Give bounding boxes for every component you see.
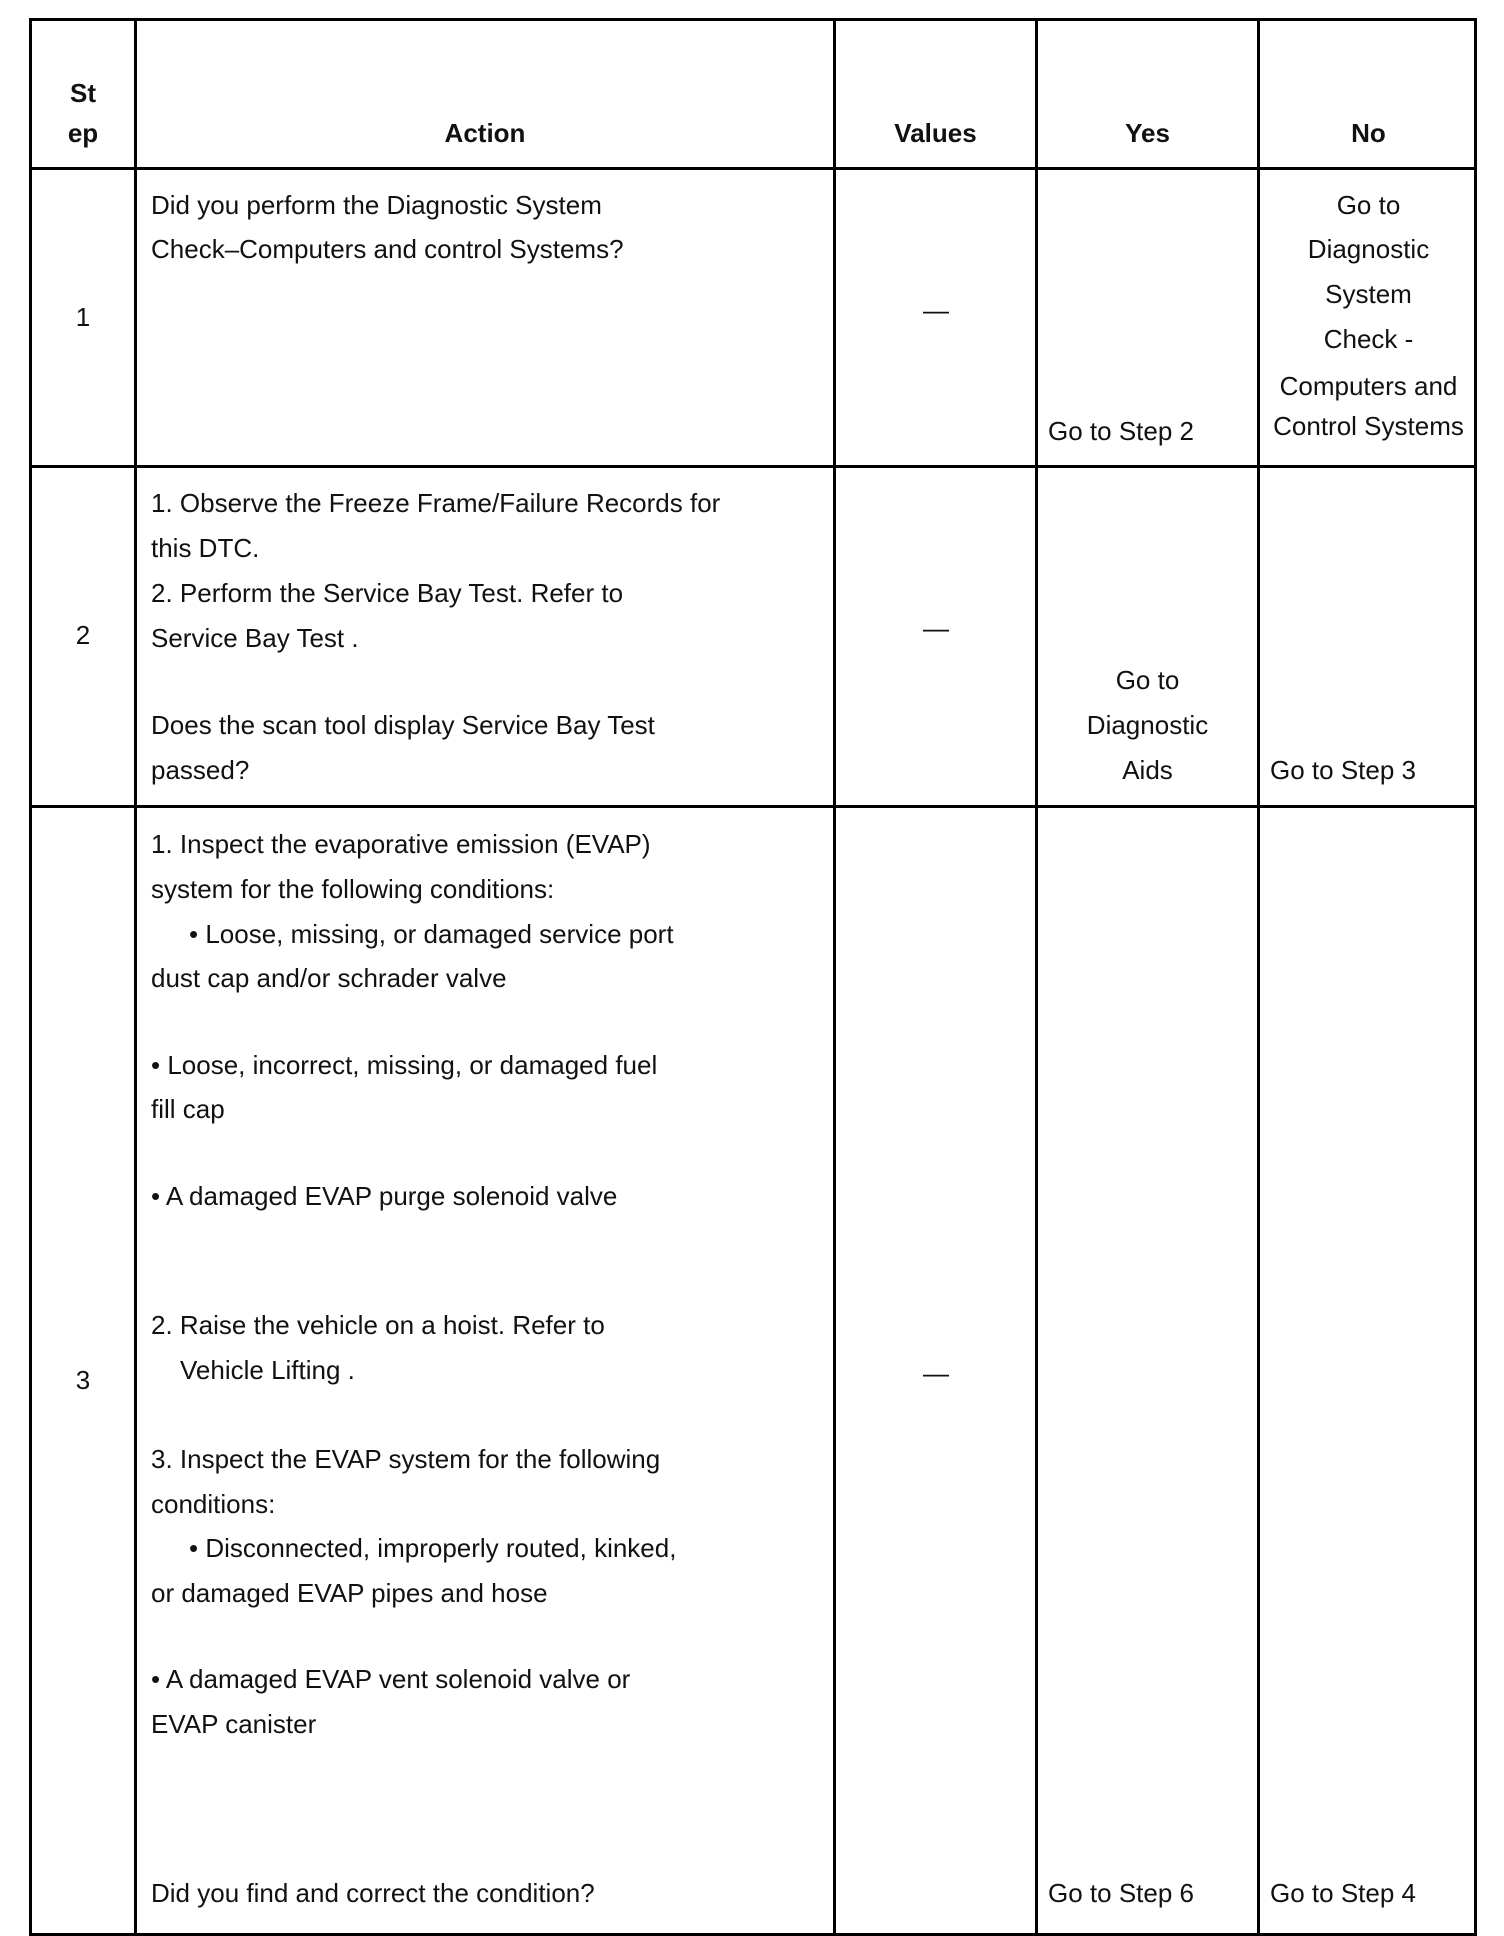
row1-no-line: Computers and	[1279, 371, 1458, 401]
row3-action-line: 1. Inspect the evaporative emission (EVAP)	[151, 829, 651, 859]
row3-action-line: • A damaged EVAP vent solenoid valve or	[151, 1664, 631, 1694]
row3-step: 3	[75, 1365, 91, 1395]
row2-yes-line: Go to	[1115, 665, 1180, 695]
row3-values: —	[923, 1358, 949, 1388]
row2-action-line: Does the scan tool display Service Bay Test	[151, 710, 655, 740]
row1-no-line: Diagnostic	[1307, 234, 1430, 264]
row-divider	[32, 805, 1474, 808]
row3-action-line: conditions:	[151, 1489, 276, 1519]
row2-values: —	[923, 613, 949, 643]
row3-action-line: • Disconnected, improperly routed, kinked,	[189, 1533, 677, 1563]
row1-action-line: Check–Computers and control Systems?	[151, 234, 624, 264]
row-divider	[32, 167, 1474, 170]
header-yes: Yes	[1125, 118, 1170, 148]
column-divider	[134, 21, 137, 1933]
row2-action-line: 1. Observe the Freeze Frame/Failure Records for	[151, 488, 721, 518]
row3-action-line: Did you find and correct the condition?	[151, 1878, 595, 1908]
row1-values: —	[923, 295, 949, 325]
row-divider	[32, 465, 1474, 468]
row3-action-line: • Loose, incorrect, missing, or damaged fuel	[151, 1050, 658, 1080]
row1-step: 1	[75, 302, 91, 332]
header-action: Action	[444, 118, 526, 148]
row1-no-line: Check -	[1323, 324, 1414, 354]
row3-action-line: dust cap and/or schrader valve	[151, 963, 507, 993]
row3-action-line: EVAP canister	[151, 1709, 317, 1739]
row1-no-line: Go to	[1336, 190, 1401, 220]
row1-action-line: Did you perform the Diagnostic System	[151, 190, 602, 220]
row1-no-line: Control Systems	[1273, 411, 1464, 441]
header-values: Values	[894, 118, 977, 148]
header-step-line2: ep	[67, 118, 99, 148]
row3-action-line: 2. Raise the vehicle on a hoist. Refer to	[151, 1310, 605, 1340]
row3-no: Go to Step 4	[1270, 1878, 1416, 1908]
row2-yes-line: Diagnostic	[1086, 710, 1209, 740]
header-no: No	[1351, 118, 1386, 148]
row3-yes: Go to Step 6	[1048, 1878, 1194, 1908]
row3-action-line: Vehicle Lifting .	[180, 1355, 355, 1385]
row3-action-line: • Loose, missing, or damaged service port	[189, 919, 674, 949]
row1-no-line: System	[1325, 279, 1412, 309]
header-step	[32, 73, 134, 153]
row2-action-line: this DTC.	[151, 533, 260, 563]
row2-action-line: passed?	[151, 755, 250, 785]
row2-step: 2	[75, 620, 91, 650]
diagnostic-table	[29, 18, 1477, 1936]
row2-no: Go to Step 3	[1270, 755, 1416, 785]
header-step-line1: St	[70, 78, 96, 108]
row2-yes-line: Aids	[1122, 755, 1173, 785]
row3-action-line: fill cap	[151, 1094, 225, 1124]
row3-action-line: • A damaged EVAP purge solenoid valve	[151, 1181, 618, 1211]
row2-action-line: Service Bay Test .	[151, 623, 359, 653]
row3-action-line: 3. Inspect the EVAP system for the following	[151, 1444, 661, 1474]
row3-action-line: or damaged EVAP pipes and hose	[151, 1578, 548, 1608]
row1-yes: Go to Step 2	[1048, 416, 1194, 446]
row3-action-line: system for the following conditions:	[151, 874, 555, 904]
row2-action-line: 2. Perform the Service Bay Test. Refer to	[151, 578, 624, 608]
